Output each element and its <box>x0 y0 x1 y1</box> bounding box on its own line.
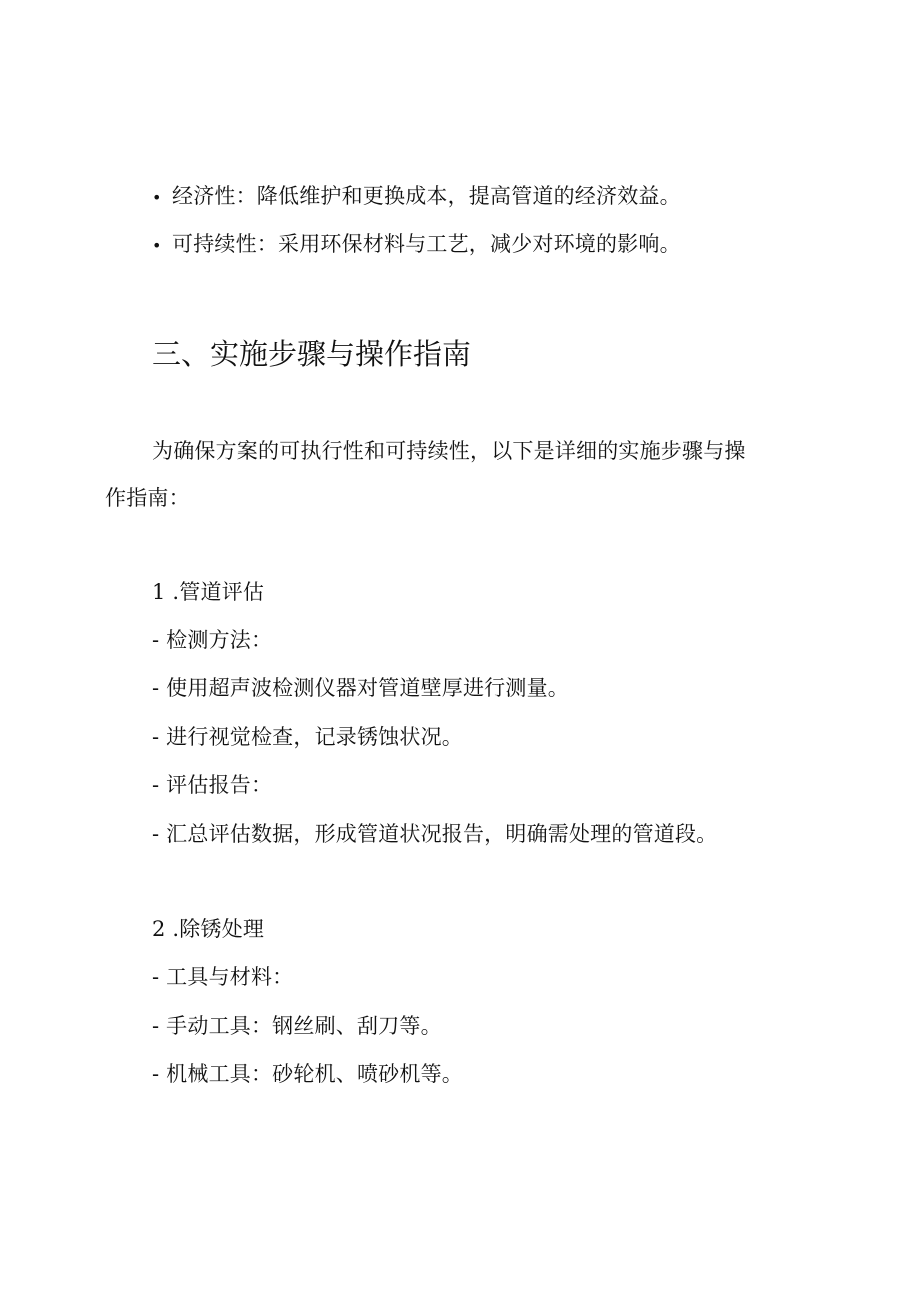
list-item: - 使用超声波检测仪器对管道壁厚进行测量。 <box>152 676 569 700</box>
bullet-text: 可持续性：采用环保材料与工艺，减少对环境的影响。 <box>172 232 681 256</box>
list-item: - 进行视觉检查，记录锈蚀状况。 <box>152 725 463 749</box>
intro-paragraph-line-2: 作指南： <box>105 486 190 510</box>
bullet-item <box>152 182 681 212</box>
step-title: 1 .管道评估 <box>152 580 265 604</box>
bullet-item <box>152 230 681 260</box>
list-item: - 评估报告： <box>152 773 273 797</box>
bullet-marker: • <box>152 188 162 207</box>
bullet-text: 经济性：降低维护和更换成本，提高管道的经济效益。 <box>172 184 681 208</box>
section-heading: 三、实施步骤与操作指南 <box>152 337 472 371</box>
step-title: 2 .除锈处理 <box>152 917 265 941</box>
list-item: - 机械工具：砂轮机、喷砂机等。 <box>152 1062 463 1086</box>
intro-paragraph-line-1: 为确保方案的可执行性和可持续性，以下是详细的实施步骤与操 <box>152 439 746 463</box>
bullet-marker: • <box>152 236 162 255</box>
list-item: - 工具与材料： <box>152 965 294 989</box>
list-item: - 检测方法： <box>152 628 273 652</box>
list-item: - 手动工具：钢丝刷、刮刀等。 <box>152 1014 442 1038</box>
list-item: - 汇总评估数据，形成管道状况报告，明确需处理的管道段。 <box>152 822 718 846</box>
